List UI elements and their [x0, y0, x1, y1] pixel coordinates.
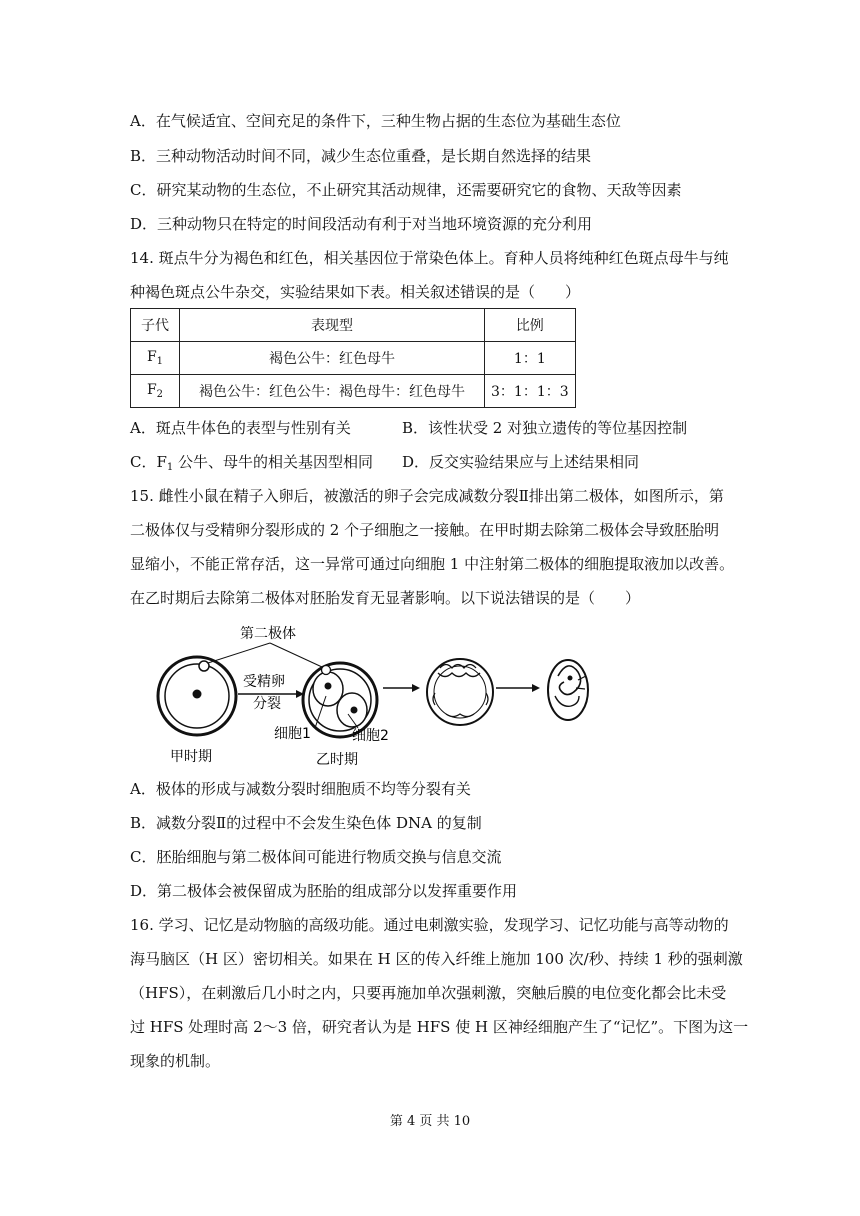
q15-stem-line2: 二极体仅与受精卵分裂形成的 2 个子细胞之一接触。在甲时期去除第二极体会导致胚胎明	[130, 521, 720, 539]
label-arrow-top: 受精卵	[243, 674, 285, 690]
q16-stem-line2: 海马脑区（H 区）密切相关。如果在 H 区的传入纤维上施加 100 次/秒、持续 1 秒的强刺激	[130, 950, 743, 968]
table-cell-generation: $F_2$	[131, 375, 180, 408]
q14-stem-line1: 14. 斑点牛分为褐色和红色，相关基因位于常染色体上。育种人员将纯种红色斑点母牛与纯	[130, 249, 729, 267]
q16-stem-line5: 现象的机制。	[130, 1052, 221, 1070]
table-row	[131, 375, 576, 408]
q15-option-c: C．胚胎细胞与第二极体间可能进行物质交换与信息交流	[130, 848, 502, 866]
q14-option-c: C．$F_1$ 公牛、母牛的相关基因型相同	[130, 453, 374, 473]
label-cell1: 细胞1	[274, 726, 311, 742]
q15-stem-line3: 显缩小，不能正常存活，这一异常可通过向细胞 1 中注射第二极体的细胞提取液加以改善。	[130, 555, 735, 573]
table-cell-generation: $F_1$	[131, 342, 180, 375]
stage-b-cell	[303, 663, 377, 737]
arrow-to-embryo	[496, 684, 540, 692]
embryo	[548, 660, 588, 720]
table-header-row	[131, 309, 576, 342]
q16-stem-line3: （HFS），在刺激后几小时之内，只要再施加单次强刺激，突触后膜的电位变化都会比未受	[130, 984, 727, 1002]
q15-stem-line4: 在乙时期后去除第二极体对胚胎发育无显著影响。以下说法错误的是（ ）	[130, 589, 641, 607]
label-arrow-bottom: 分裂	[253, 696, 281, 712]
table-header-cell: 表现型	[180, 309, 485, 342]
q16-stem-line1: 16. 学习、记忆是动物脑的高级功能。通过电刺激实验，发现学习、记忆功能与高等动物的	[130, 916, 729, 934]
q14-option-b: B．该性状受 2 对独立遗传的等位基因控制	[402, 419, 688, 437]
stage-a-cell	[158, 657, 236, 735]
blastocyst	[427, 659, 493, 725]
table-cell-ratio: 1：1	[485, 342, 576, 375]
table-cell-ratio: 3：1：1：3	[485, 375, 576, 408]
table-cell-phenotype: 褐色公牛：红色母牛	[180, 342, 485, 375]
table-cell-phenotype: 褐色公牛：红色公牛：褐色母牛：红色母牛	[180, 375, 485, 408]
label-cell2: 细胞2	[352, 728, 389, 744]
q13-option-c: C．研究某动物的生态位，不止研究其活动规律，还需要研究它的食物、天敌等因素	[130, 181, 682, 199]
table-header-cell: 子代	[131, 309, 180, 342]
q14-table	[130, 308, 576, 408]
q13-option-d: D．三种动物只在特定的时间段活动有利于对当地环境资源的充分利用	[130, 215, 593, 233]
q15-stem-line1: 15. 雌性小鼠在精子入卵后，被激活的卵子会完成减数分裂Ⅱ排出第二极体，如图所示，第	[130, 487, 724, 505]
table-header-cell: 比例	[485, 309, 576, 342]
label-stage-a: 甲时期	[170, 749, 212, 765]
q14-stem-line2: 种褐色斑点公牛杂交，实验结果如下表。相关叙述错误的是（ ）	[130, 283, 581, 301]
table-row	[131, 342, 576, 375]
q13-option-b: B．三种动物活动时间不同，减少生态位重叠，是长期自然选择的结果	[130, 147, 592, 165]
q15-option-b: B．减数分裂Ⅱ的过程中不会发生染色体 DNA 的复制	[130, 814, 482, 832]
label-stage-b: 乙时期	[316, 752, 358, 768]
q15-option-d: D．第二极体会被保留成为胚胎的组成部分以发挥重要作用	[130, 882, 518, 900]
label-polar-body: 第二极体	[240, 626, 296, 642]
q16-stem-line4: 过 HFS 处理时高 2～3 倍，研究者认为是 HFS 使 H 区神经细胞产生了“记忆”。下图为这一	[130, 1018, 749, 1036]
embryo-development-figure	[150, 618, 610, 770]
arrow-to-blastocyst	[383, 684, 420, 692]
q14-option-d: D．反交实验结果应与上述结果相同	[402, 453, 640, 471]
q14-option-a: A．斑点牛体色的表型与性别有关	[130, 419, 351, 437]
q15-option-a: A．极体的形成与减数分裂时细胞质不均等分裂有关	[130, 780, 471, 798]
page-footer: 第 4 页 共 10	[389, 1114, 471, 1129]
q13-option-a: A．在气候适宜、空间充足的条件下，三种生物占据的生态位为基础生态位	[130, 112, 621, 130]
